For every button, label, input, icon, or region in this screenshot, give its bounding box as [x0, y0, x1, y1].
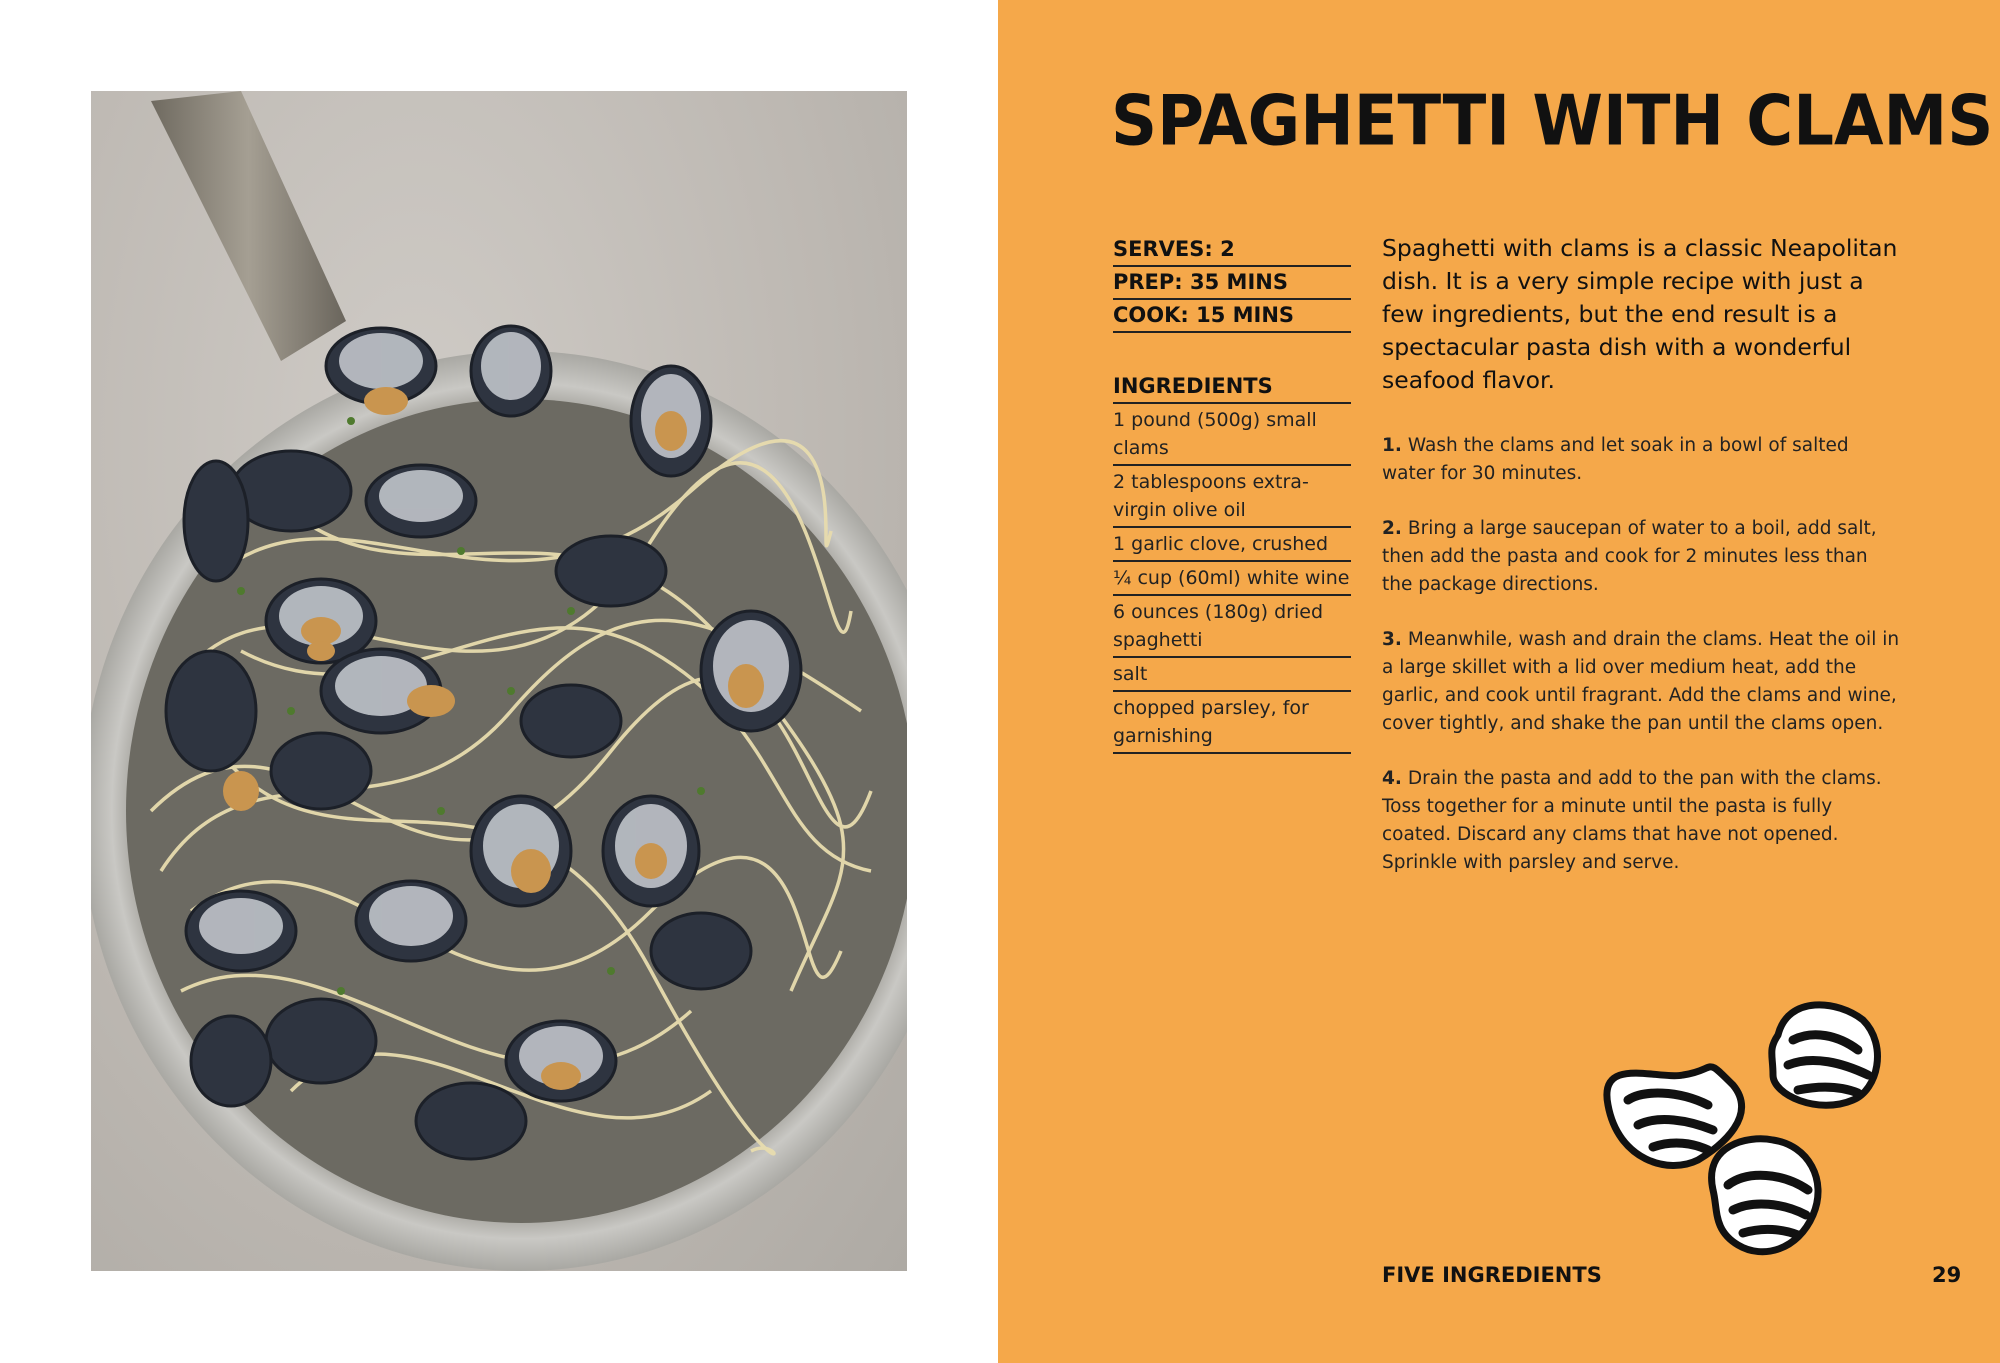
- step-text: Meanwhile, wash and drain the clams. Heat the oil in a large skillet with a lid over medium heat, add the garlic, and cook until fragrant. Add the clams and wine, cover tightly, and shake the pan until the clams open.: [1382, 629, 1900, 734]
- prep-time: PREP: 35 MINS: [1113, 267, 1351, 300]
- method-step: [1382, 432, 1902, 488]
- step-number: 4.: [1382, 768, 1402, 789]
- ingredient-item: ¼ cup (60ml) white wine: [1113, 562, 1351, 596]
- recipe-photo: [91, 91, 907, 1271]
- step-number: 1.: [1382, 435, 1402, 456]
- method-steps: [1382, 432, 1902, 904]
- ingredient-item: salt: [1113, 658, 1351, 692]
- ingredient-item: chopped parsley, for garnishing: [1113, 692, 1351, 754]
- page-number: 29: [1932, 1263, 1962, 1287]
- recipe-intro: Spaghetti with clams is a classic Neapolitan dish. It is a very simple recipe with just a few ingredients, but the end result is a spectacular pasta dish with a wonderful seafood flavor.: [1382, 234, 1898, 394]
- step-text: Bring a large saucepan of water to a boil, add salt, then add the pasta and cook for 2 minutes less than the package directions.: [1382, 518, 1877, 595]
- step-number: 2.: [1382, 518, 1402, 539]
- section-footer: FIVE INGREDIENTS: [1382, 1263, 1602, 1287]
- cook-time: COOK: 15 MINS: [1113, 300, 1351, 333]
- ingredients-list: [1113, 370, 1351, 754]
- spaghetti-clams-pan-image: [91, 91, 907, 1271]
- ingredient-item: 1 pound (500g) small clams: [1113, 404, 1351, 466]
- ingredient-item: 1 garlic clove, crushed: [1113, 528, 1351, 562]
- ingredients-heading: INGREDIENTS: [1113, 370, 1351, 404]
- left-page: [0, 0, 998, 1363]
- method-step: [1382, 626, 1902, 738]
- recipe-title: SPAGHETTI WITH CLAMS: [1111, 82, 1994, 162]
- serves: SERVES: 2: [1113, 234, 1351, 267]
- method-step: [1382, 765, 1902, 877]
- step-text: Wash the clams and let soak in a bowl of salted water for 30 minutes.: [1382, 435, 1849, 484]
- ingredient-item: 2 tablespoons extra-virgin olive oil: [1113, 466, 1351, 528]
- method-step: [1382, 515, 1902, 599]
- recipe-meta: [1113, 234, 1351, 333]
- ingredient-item: 6 ounces (180g) dried spaghetti: [1113, 596, 1351, 658]
- right-page: [998, 0, 2000, 1363]
- clam-shells-illustration: [1588, 995, 1888, 1265]
- step-number: 3.: [1382, 629, 1402, 650]
- step-text: Drain the pasta and add to the pan with the clams. Toss together for a minute until the pasta is fully coated. Discard any clams that have not opened. Sprinkle with parsley and serve.: [1382, 768, 1882, 873]
